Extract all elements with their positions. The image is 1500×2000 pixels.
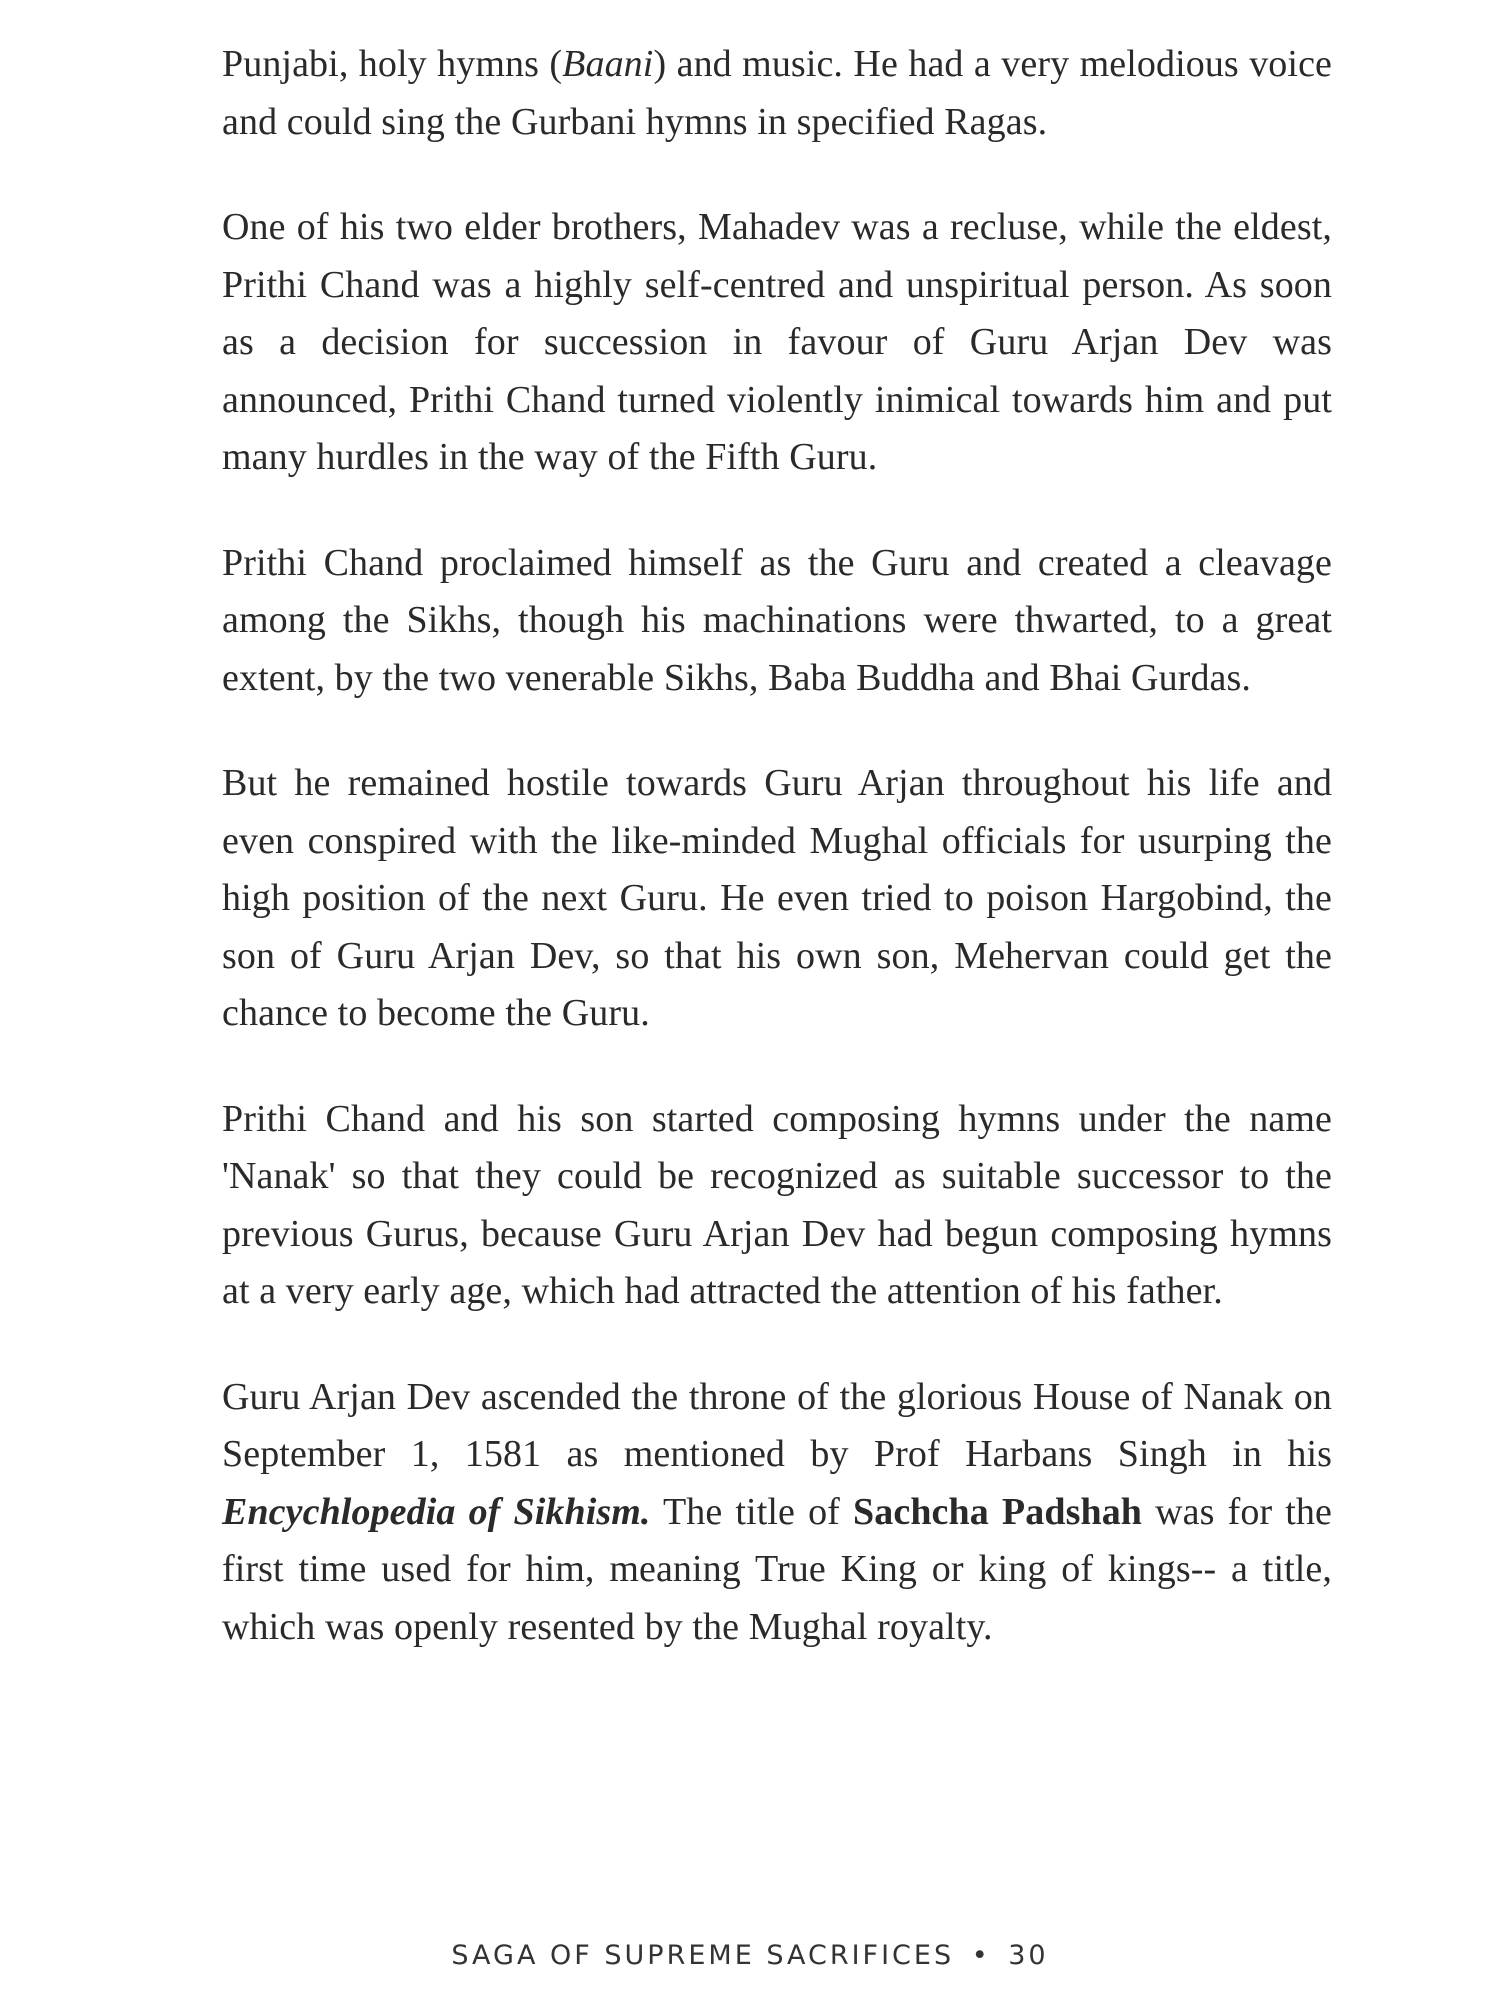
paragraph-1-text-a: Punjabi, holy hymns (	[222, 43, 563, 85]
paragraph-1	[222, 36, 1332, 151]
paragraph-1-text-b: ) and music. He had a very melodious voice and could sing the Gurbani hymns in specified Ragas.	[222, 43, 1332, 143]
paragraph-6	[222, 1369, 1332, 1657]
paragraph-6-text-a: Guru Arjan Dev ascended the throne of the glorious House of Nanak on September 1, 1581 as mentioned by Prof Harbans Singh in his	[222, 1375, 1332, 1475]
paragraph-1-italic-term: Baani	[562, 43, 654, 85]
footer-book-title: SAGA OF SUPREME SACRIFICES	[451, 1940, 955, 1971]
paragraph-6-book-title: Encychlopedia of Sikhism.	[222, 1490, 651, 1533]
page-number: 30	[1008, 1940, 1049, 1971]
paragraph-3: Prithi Chand proclaimed himself as the Guru and created a cleavage among the Sikhs, though his machinations were thwarted, to a great extent, by the two venerable Sikhs, Baba Buddha and Bhai Gurdas.	[222, 541, 1332, 699]
paragraph-4: But he remained hostile towards Guru Arjan throughout his life and even conspired with the like-minded Mughal officials for usurping the high position of the next Guru. He even tried to poison Hargobind, the son of Guru Arjan Dev, so that his own son, Mehervan could get the chance to become the Guru.	[222, 762, 1332, 1034]
paragraph-5: Prithi Chand and his son started composing hymns under the name 'Nanak' so that they could be recognized as suitable successor to the previous Gurus, because Guru Arjan Dev had begun composing hymns at a very early age, which had attracted the attention of his father.	[222, 1097, 1332, 1312]
paragraph-6-bold-title: Sachcha Padshah	[853, 1490, 1143, 1533]
paragraph-6-text-b: The title of	[650, 1490, 854, 1533]
footer-separator: •	[971, 1940, 991, 1971]
paragraph-2: One of his two elder brothers, Mahadev was a recluse, while the eldest, Prithi Chand was a highly self-centred and unspiritual person. As soon as a decision for succession in favour of Guru Arjan Dev was announced, Prithi Chand turned violently inimical towards him and put many hurdles in the way of the Fifth Guru.	[222, 206, 1332, 478]
page-footer	[0, 1940, 1500, 1971]
page-body	[222, 36, 1332, 1704]
paragraph-6-text-c: was for the first time used for him, meaning True King or king of kings-- a title, which was openly resented by the Mughal royalty.	[222, 1490, 1332, 1648]
